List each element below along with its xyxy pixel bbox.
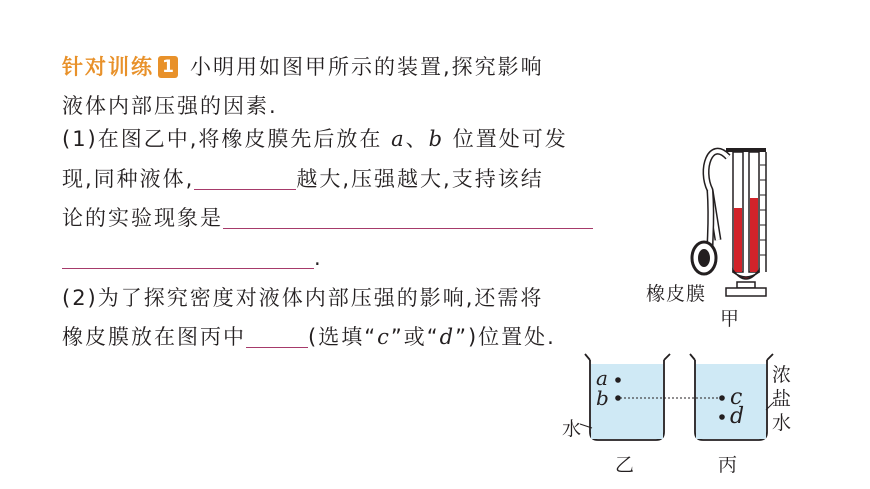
answer-blank-4[interactable] [246,327,308,348]
q1-line4-end: . [314,246,323,270]
q1-line3-pre: 论的实验现象是 [62,206,223,230]
q2-line2-post: ”)位置处. [455,325,556,349]
q1-text-1: (1)在图乙中,将橡皮膜先后放在 [62,127,383,151]
question-2-line-2 [62,322,556,352]
q2-option-c: c [377,325,391,349]
problem-title-line [62,52,544,82]
answer-blank-2[interactable] [223,208,593,229]
question-2-line-1 [62,283,543,313]
left-liquid-column [734,208,742,272]
answer-blank-1[interactable] [194,169,296,190]
q2-or: ”或“ [390,325,440,349]
answer-blank-3[interactable] [62,248,314,269]
membrane-label: 橡皮膜 [646,283,707,305]
q1-line2-pre: 现,同种液体, [62,167,195,191]
q2-text-1: (2)为了探究密度对液体内部压强的影响,还需将 [62,286,544,310]
intro-text-2: 液体内部压强的因素. [62,94,278,118]
intro-text-1: 小明用如图甲所示的装置,探究影响 [190,55,544,79]
label-point-d: d [730,404,745,429]
label-point-c: c [730,385,743,410]
label-brine-char-1: 浓 [772,364,792,386]
beaker-bing-lip [690,354,773,360]
q1-text-2: 位置处可发 [452,127,568,151]
q1-point-b: b [428,127,445,151]
exercise-tag: 针对训练 [62,55,154,79]
label-brine [772,363,794,435]
beaker-yi-lip [585,354,670,360]
label-point-a: a [596,366,608,390]
question-1-line-4 [62,243,323,273]
tube-to-membrane-inner [710,190,711,248]
figure-jia-label: 甲 [720,308,740,330]
question-1-line-1 [62,124,568,154]
q1-separator: 、 [405,127,429,151]
intro-line-2 [62,91,278,121]
point-d-dot [719,414,725,420]
right-liquid-column [750,198,758,272]
q1-line2-post: 越大,压强越大,支持该结 [296,167,544,191]
figure-bing-label: 丙 [718,454,738,476]
q2-line2-pre: 橡皮膜放在图丙中 [62,325,246,349]
q2-option-d: d [439,325,456,349]
membrane-center [698,249,710,267]
scale-ticks [760,165,766,255]
figure-yi-label: 乙 [615,454,635,476]
label-water: 水 [562,418,582,440]
stand-base [726,288,766,296]
q2-line2-mid: (选填“ [308,325,378,349]
stand-neck [737,282,755,288]
label-brine-char-3: 水 [772,412,792,434]
q1-point-a: a [391,127,406,151]
question-1-line-2 [62,164,544,194]
point-a-dot [615,377,621,383]
question-1-line-3 [62,203,593,233]
label-brine-char-2: 盐 [772,388,792,410]
point-c-dot [719,395,725,401]
exercise-number-badge: 1 [158,56,178,78]
point-b-dot [615,395,621,401]
label-point-b: b [596,386,609,410]
scale-top [726,148,766,152]
